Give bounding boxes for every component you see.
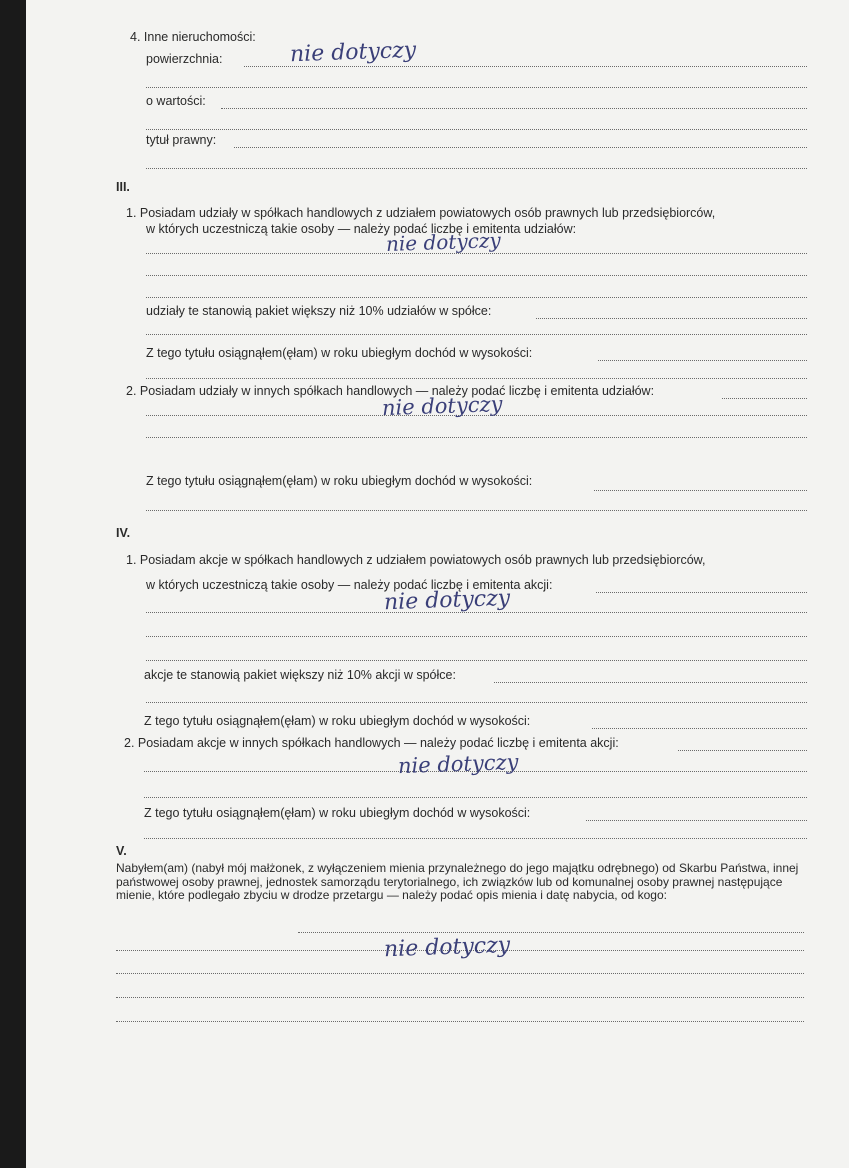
fill-line <box>586 820 807 821</box>
form-page <box>26 0 849 1168</box>
s3-item1-line2: w których uczestniczą takie osoby — należy podać liczbę i emitenta udziałów: <box>146 222 577 236</box>
s4-heading: 4. Inne nieruchomości: <box>130 30 256 44</box>
s3-income2: Z tego tytułu osiągnąłem(ęłam) w roku ubiegłym dochód w wysokości: <box>146 474 533 488</box>
s4b-item2: 2. Posiadam akcje w innych spółkach handlowych — należy podać liczbę i emitenta akcji: <box>124 736 619 750</box>
fill-line <box>116 997 804 998</box>
fill-line <box>146 636 807 637</box>
fill-line <box>146 437 807 438</box>
fill-line <box>244 66 807 67</box>
s4b-shares-over10: akcje te stanowią pakiet większy niż 10% akcji w spółce: <box>144 668 456 682</box>
s4b-income2: Z tego tytułu osiągnąłem(ęłam) w roku ubiegłym dochód w wysokości: <box>144 806 531 820</box>
handwritten-entry: nie dotyczy <box>385 228 502 256</box>
fill-line <box>678 750 807 751</box>
fill-line <box>146 334 807 335</box>
fill-line <box>116 973 804 974</box>
s3-shares-over10: udziały te stanowią pakiet większy niż 10% udziałów w spółce: <box>146 304 492 318</box>
s4-value-label: o wartości: <box>146 94 206 108</box>
fill-line <box>146 510 807 511</box>
fill-line <box>234 147 807 148</box>
fill-line <box>146 168 807 169</box>
handwritten-entry: nie dotyczy <box>383 585 511 616</box>
s3-item1-line1: 1. Posiadam udziały w spółkach handlowych z udziałem powiatowych osób prawnych lub przedsiębiorców, <box>126 206 716 220</box>
fill-line <box>494 682 807 683</box>
fill-line <box>146 129 807 130</box>
handwritten-entry: nie dotyczy <box>381 391 503 421</box>
fill-line <box>146 612 807 613</box>
fill-line <box>146 275 807 276</box>
handwritten-entry: nie dotyczy <box>289 37 417 68</box>
section-iii-heading: III. <box>116 180 130 194</box>
handwritten-entry: nie dotyczy <box>383 932 511 963</box>
section-iv-heading: IV. <box>116 526 131 540</box>
s4-area-label: powierzchnia: <box>146 52 223 66</box>
s3-item2: 2. Posiadam udziały w innych spółkach handlowych — należy podać liczbę i emitenta udziałów: <box>126 384 655 398</box>
fill-line <box>596 592 807 593</box>
section-v-heading: V. <box>116 844 127 858</box>
fill-line <box>592 728 807 729</box>
s4b-item1-line2: w których uczestniczą takie osoby — należy podać liczbę i emitenta akcji: <box>146 578 553 592</box>
s4b-item1-line1: 1. Posiadam akcje w spółkach handlowych z udziałem powiatowych osób prawnych lub przedsiębiorców, <box>126 553 706 567</box>
fill-line <box>598 360 807 361</box>
fill-line <box>146 378 807 379</box>
fill-line <box>536 318 807 319</box>
fill-line <box>594 490 807 491</box>
handwritten-entry: nie dotyczy <box>397 749 519 779</box>
fill-line <box>221 108 807 109</box>
s4b-income1: Z tego tytułu osiągnąłem(ęłam) w roku ubiegłym dochód w wysokości: <box>144 714 531 728</box>
s5-paragraph: Nabyłem(am) (nabył mój małżonek, z wyłączeniem mienia przynależnego do jego majątku odrębnego) od Skarbu Państwa, innej państwowej osoby prawnej, jednostek samorządu terytorialnego, ich związków lub od komunalnej osoby prawnej następujące mienie, które podlegało zbyciu w drodze przetargu — należy podać opis mienia i datę nabycia, od kogo: <box>116 861 799 903</box>
fill-line <box>146 253 807 254</box>
fill-line <box>146 87 807 88</box>
s3-income1: Z tego tytułu osiągnąłem(ęłam) w roku ubiegłym dochód w wysokości: <box>146 346 533 360</box>
fill-line <box>722 398 807 399</box>
fill-line <box>116 1021 804 1022</box>
fill-line <box>146 660 807 661</box>
fill-line <box>146 297 807 298</box>
fill-line <box>298 932 804 933</box>
s4-title-label: tytuł prawny: <box>146 133 217 147</box>
fill-line <box>144 797 807 798</box>
fill-line <box>146 702 807 703</box>
fill-line <box>144 838 807 839</box>
